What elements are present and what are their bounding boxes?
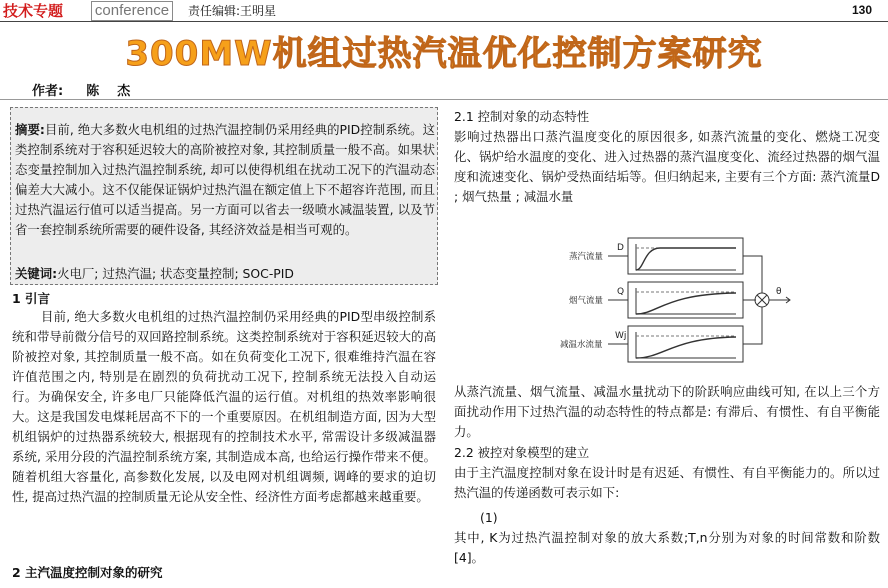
responsible-editor: 责任编辑:王明星	[188, 4, 277, 18]
author-name: 陈杰	[86, 84, 149, 99]
column-tag-english: conference	[91, 1, 173, 21]
page-number: 130	[851, 3, 872, 17]
page-header	[0, 0, 888, 22]
figure-discussion: 从蒸汽流量、烟气流量、减温水量扰动下的阶跃响应曲线可知, 在以上三个方面扰动作用下过热汽温的动态特性的特点都是: 有滞后、有惯性、有自平衡能力。	[454, 384, 880, 439]
figure-output-theta: θ	[776, 287, 782, 297]
figure-label-steam-flow: 蒸汽流量	[569, 252, 604, 262]
steam-flow-response-box	[628, 238, 743, 274]
section-1-heading: 1 引言	[12, 291, 51, 306]
header-rule	[0, 21, 888, 22]
keywords-line	[15, 264, 294, 284]
figure-label-spray-water: 减温水流量	[560, 340, 603, 350]
equation-number: (1)	[480, 510, 498, 525]
section-2-heading: 2 主汽温度控制对象的研究	[12, 565, 163, 580]
author-line	[32, 80, 148, 99]
figure-input-wj: Wj	[615, 331, 627, 341]
column-tag: 技术专题	[3, 2, 64, 20]
figure-label-flue-gas: 烟气流量	[569, 296, 604, 306]
figure-input-q: Q	[617, 287, 625, 297]
keywords-label: 关键词:	[15, 266, 58, 281]
abstract-box	[10, 107, 438, 285]
section-1-body: 目前, 绝大多数火电机组的过热汽温控制仍采用经典的PID型串级控制系统和带导前微分信号的双回路控制系统。这类控制系统对于容积延迟较大的高阶被控对象, 其控制质量一般不高。如在负荷变化工况下, 很难维持汽温在容许值范围之内, 特别是在剧烈的负荷扰动工况下, 控制系统无法投入自动运行。为确保安全, 许多电厂只能降低汽温的运行值。对机组的热效率影响很大。这是我国发电煤耗居高不下的一个重要原因。在机组制造方面, 因为大型机组锅炉的过热器系统较大, 根据现有的控制技术水平, 常需设计多级减温器系统, 采用分段的汽温控制系统方案, 其制造成本高, 也给运行操作带来不便。随着机组大容量化, 高参数化发展, 以及电网对机组调频, 调峰的要求的迫切性, 提高过热汽温的控制质量无论从安全性、经济性方面考虑都越来越重要。	[12, 309, 436, 504]
author-rule	[0, 99, 888, 100]
article-title: 300MW机组过热汽温优化控制方案研究	[125, 34, 763, 74]
subsection-2-1-heading: 2.1 控制对象的动态特性	[454, 109, 590, 124]
figure-input-d: D	[617, 243, 624, 253]
subsection-2-2-body-2: 其中, K为过热汽温控制对象的放大系数;T,n分别为对象的时间常数和阶数[4]。	[454, 530, 880, 565]
author-label: 作者:	[32, 84, 64, 99]
subsection-2-2-body: 由于主汽温度控制对象在设计时是有迟延、有惯性、有自平衡能力的。所以过热汽温的传递函数可表示如下:	[454, 465, 880, 500]
abstract-paragraph	[15, 120, 435, 240]
keywords-text: 火电厂; 过热汽温; 状态变量控制; SOC-PID	[57, 266, 294, 281]
subsection-2-2-heading: 2.2 被控对象模型的建立	[454, 445, 590, 460]
step-response-figure	[560, 236, 794, 368]
abstract-text: 目前, 绝大多数火电机组的过热汽温控制仍采用经典的PID控制系统。这类控制系统对于容积延迟较大的高阶被控对象, 其控制质量一般不高。如果状态变量控制加入过热汽温控制系统, 却可以使得机组在扰动工况下的汽温动态偏差大大减小。这不仅能保证锅炉过热汽温在额定值上下不超容许范围, 而且过热汽温运行值可以适当提高。另一方面可以省去一级喷水减温装置, 以及节省一套控制系统所需要的硬件设备, 其经济效益是相当可观的。	[15, 122, 435, 237]
abstract-label: 摘要:	[15, 122, 45, 137]
subsection-2-1-body: 影响过热器出口蒸汽温度变化的原因很多, 如蒸汽流量的变化、燃烧工况变化、锅炉给水温度的变化、进入过热器的蒸汽温度变化、流经过热器的烟气温度和流速变化、锅炉受热面结垢等。但归纳起来, 主要有三个方面: 蒸汽流量D ; 烟气热量 ; 减温水量	[454, 129, 880, 204]
